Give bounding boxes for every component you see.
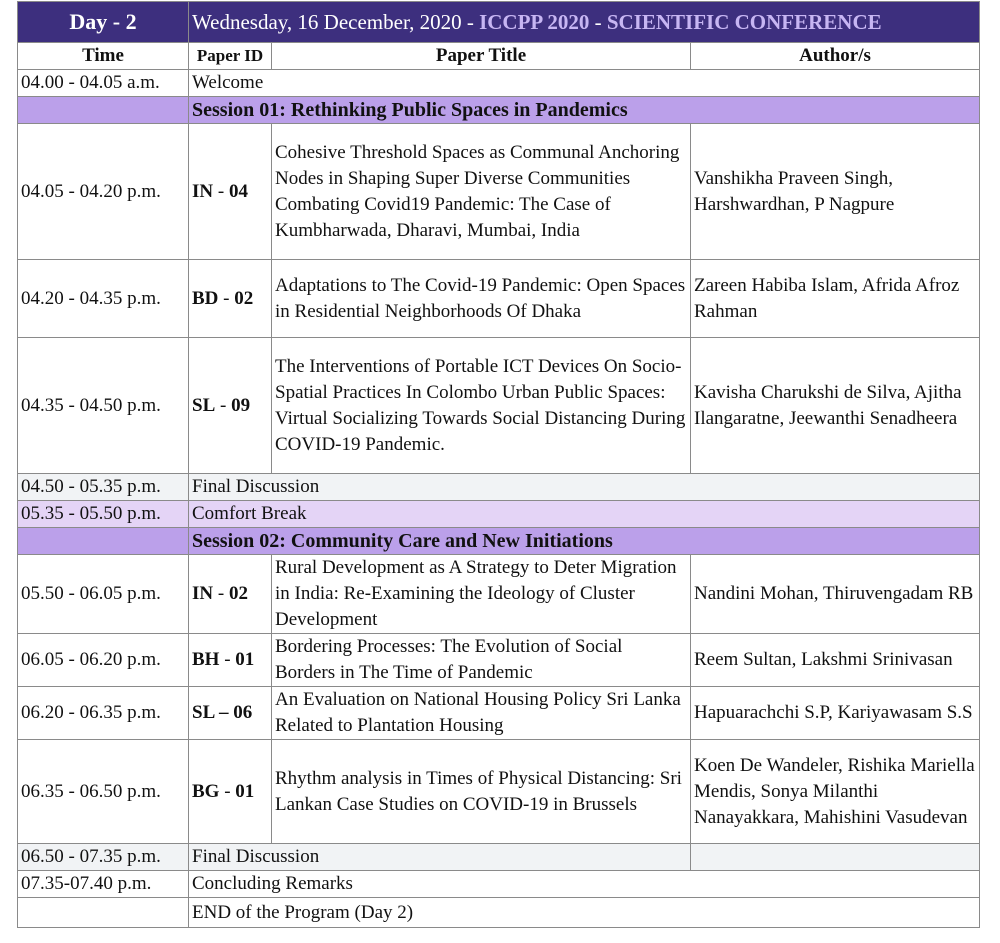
time-cell: 06.20 - 06.35 p.m. xyxy=(18,687,189,740)
paper-number: 04 xyxy=(228,180,248,202)
paper-id-cell xyxy=(189,338,272,474)
paper-id-separator: - xyxy=(218,287,235,309)
paper-country-code: SL xyxy=(192,394,216,416)
event-cell: Comfort Break xyxy=(189,501,980,528)
col-authors-header: Author/s xyxy=(691,43,980,70)
paper-authors-cell: Nandini Mohan, Thiruvengadam RB xyxy=(691,555,980,634)
paper-row xyxy=(18,124,980,260)
paper-number: 02 xyxy=(234,287,254,309)
paper-authors-cell: Koen De Wandeler, Rishika Mariella Mendis, Sonya Milanthi Nanayakkara, Mahishini Vasudevan xyxy=(691,740,980,844)
time-cell: 06.50 - 07.35 p.m. xyxy=(18,844,189,871)
session-spacer xyxy=(18,97,189,124)
time-cell: 04.50 - 05.35 p.m. xyxy=(18,474,189,501)
paper-country-code: IN xyxy=(192,180,214,202)
event-cell: END of the Program (Day 2) xyxy=(189,898,980,928)
conference-title xyxy=(189,2,980,43)
paper-number: 09 xyxy=(231,394,251,416)
time-cell: 04.20 - 04.35 p.m. xyxy=(18,260,189,338)
paper-row xyxy=(18,338,980,474)
paper-authors-cell: Kavisha Charukshi de Silva, Ajitha Ilangaratne, Jeewanthi Senadheera xyxy=(691,338,980,474)
time-cell xyxy=(18,898,189,928)
column-header-row xyxy=(18,43,980,70)
paper-row xyxy=(18,740,980,844)
paper-title-cell: Rural Development as A Strategy to Deter Migration in India: Re-Examining the Ideology of Cluster Development xyxy=(272,555,691,634)
paper-id-separator: - xyxy=(219,649,236,670)
paper-number: 02 xyxy=(228,583,248,604)
date-text: Wednesday, 16 December, 2020 - xyxy=(192,10,480,34)
paper-authors-cell: Vanshikha Praveen Singh, Harshwardhan, P Nagpure xyxy=(691,124,980,260)
paper-country-code: BD xyxy=(192,287,219,309)
conference-separator: - xyxy=(589,10,607,34)
time-cell: 04.05 - 04.20 p.m. xyxy=(18,124,189,260)
paper-id-cell xyxy=(189,634,272,687)
time-cell: 04.35 - 04.50 p.m. xyxy=(18,338,189,474)
paper-title-cell: An Evaluation on National Housing Policy Sri Lanka Related to Plantation Housing xyxy=(272,687,691,740)
concluding-remarks-row xyxy=(18,871,980,898)
paper-title-cell: Adaptations to The Covid-19 Pandemic: Open Spaces in Residential Neighborhoods Of Dhaka xyxy=(272,260,691,338)
paper-title-cell: The Interventions of Portable ICT Devices On Socio-Spatial Practices In Colombo Urban Public Spaces: Virtual Socializing Towards Social Distancing During COVID-19 Pandemic. xyxy=(272,338,691,474)
paper-number: 06 xyxy=(233,702,253,723)
paper-row xyxy=(18,634,980,687)
paper-id-cell xyxy=(189,687,272,740)
title-row xyxy=(18,2,980,43)
session-02-row xyxy=(18,528,980,555)
time-cell: 05.50 - 06.05 p.m. xyxy=(18,555,189,634)
paper-id-cell xyxy=(189,124,272,260)
col-paper-id-header: Paper ID xyxy=(189,43,272,70)
paper-title-cell: Cohesive Threshold Spaces as Communal Anchoring Nodes in Shaping Super Diverse Communities Combating Covid19 Pandemic: The Case of Kumbharwada, Dharavi, Mumbai, India xyxy=(272,124,691,260)
paper-row xyxy=(18,260,980,338)
event-cell: Welcome xyxy=(189,70,980,97)
paper-number: 01 xyxy=(235,649,255,670)
paper-country-code: BG xyxy=(192,780,220,802)
final-discussion-row xyxy=(18,474,980,501)
paper-id-cell xyxy=(189,740,272,844)
paper-id-cell xyxy=(189,260,272,338)
day-label: Day - 2 xyxy=(18,2,189,43)
paper-id-separator: – xyxy=(214,702,234,723)
paper-id-separator: - xyxy=(213,180,229,202)
time-cell: 07.35-07.40 p.m. xyxy=(18,871,189,898)
paper-authors-cell: Zareen Habiba Islam, Afrida Afroz Rahman xyxy=(691,260,980,338)
paper-country-code: IN xyxy=(192,583,214,604)
paper-id-cell xyxy=(189,555,272,634)
event-cell: Final Discussion xyxy=(189,844,691,871)
empty-cell xyxy=(691,844,980,871)
paper-authors-cell: Hapuarachchi S.P, Kariyawasam S.S xyxy=(691,687,980,740)
col-time-header: Time xyxy=(18,43,189,70)
conference-subtitle: SCIENTIFIC CONFERENCE xyxy=(606,10,882,34)
paper-id-separator: - xyxy=(219,780,236,802)
paper-title-cell: Bordering Processes: The Evolution of Social Borders in The Time of Pandemic xyxy=(272,634,691,687)
paper-title-cell: Rhythm analysis in Times of Physical Distancing: Sri Lankan Case Studies on COVID-19 in Brussels xyxy=(272,740,691,844)
session-spacer xyxy=(18,528,189,555)
session-01-row xyxy=(18,97,980,124)
paper-id-separator: - xyxy=(215,394,232,416)
paper-row xyxy=(18,687,980,740)
col-title-header: Paper Title xyxy=(272,43,691,70)
paper-authors-cell: Reem Sultan, Lakshmi Srinivasan xyxy=(691,634,980,687)
final-discussion-row xyxy=(18,844,980,871)
event-cell: Concluding Remarks xyxy=(189,871,980,898)
conference-schedule-table xyxy=(17,1,980,928)
welcome-row xyxy=(18,70,980,97)
time-cell: 04.00 - 04.05 a.m. xyxy=(18,70,189,97)
time-cell: 06.35 - 06.50 p.m. xyxy=(18,740,189,844)
conference-name: ICCPP 2020 xyxy=(479,10,590,34)
session-title: Session 02: Community Care and New Initiations xyxy=(189,528,980,555)
time-cell: 05.35 - 05.50 p.m. xyxy=(18,501,189,528)
comfort-break-row xyxy=(18,501,980,528)
paper-number: 01 xyxy=(235,780,255,802)
time-cell: 06.05 - 06.20 p.m. xyxy=(18,634,189,687)
end-row xyxy=(18,898,980,928)
event-cell: Final Discussion xyxy=(189,474,980,501)
session-title: Session 01: Rethinking Public Spaces in Pandemics xyxy=(189,97,980,124)
paper-id-separator: - xyxy=(213,583,229,604)
paper-row xyxy=(18,555,980,634)
paper-country-code: BH xyxy=(192,649,220,670)
paper-country-code: SL xyxy=(192,702,215,723)
